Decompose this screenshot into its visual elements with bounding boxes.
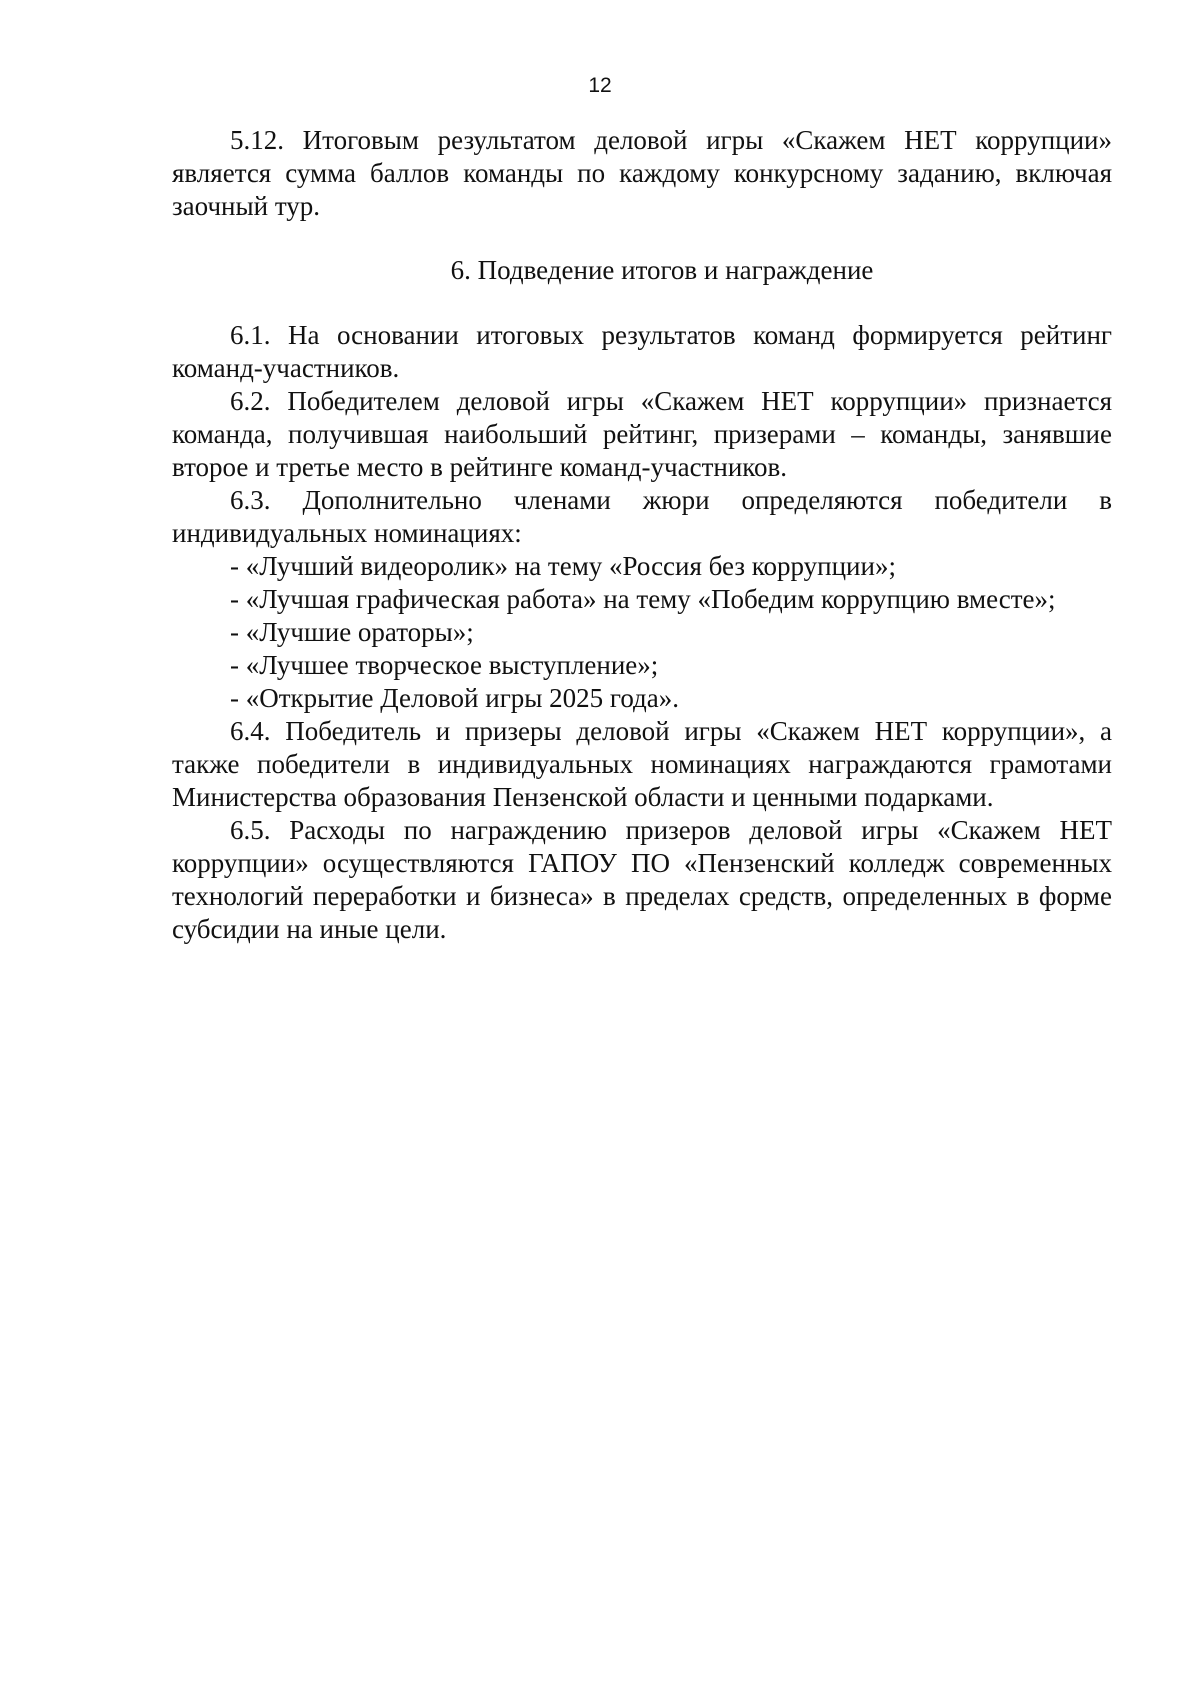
nomination-item: - «Лучшая графическая работа» на тему «Победим коррупцию вместе»; <box>230 584 1056 614</box>
paragraph-6-1: 6.1. На основании итоговых результатов команд формируется рейтинг команд-участников. <box>172 320 1112 383</box>
section-heading: 6. Подведение итогов и награждение <box>450 255 874 285</box>
paragraph-6-5: 6.5. Расходы по награждению призеров деловой игры «Скажем НЕТ коррупции» осуществляются ГАПОУ ПО «Пензенский колледж современных технологий переработки и бизнеса» в пределах средств, определенных в форме субсидии на иные цели. <box>172 815 1112 944</box>
paragraph-6-2: 6.2. Победителем деловой игры «Скажем НЕТ коррупции» признается команда, получившая наибольший рейтинг, призерами – команды, занявшие второе и третье место в рейтинге команд-участников. <box>172 386 1112 482</box>
page-number: 12 <box>588 74 612 97</box>
document-body <box>172 124 1112 946</box>
nomination-item: - «Лучшие ораторы»; <box>230 617 474 647</box>
nomination-item: - «Лучшее творческое выступление»; <box>230 650 659 680</box>
nomination-item: - «Лучший видеоролик» на тему «Россия без коррупции»; <box>230 551 896 581</box>
paragraph-5-12: 5.12. Итоговым результатом деловой игры «Скажем НЕТ коррупции» является сумма баллов команды по каждому конкурсному заданию, включая заочный тур. <box>172 125 1112 221</box>
nomination-item: - «Открытие Деловой игры 2025 года». <box>230 683 680 713</box>
paragraph-6-4: 6.4. Победитель и призеры деловой игры «Скажем НЕТ коррупции», а также победители в индивидуальных номинациях награждаются грамотами Министерства образования Пензенской области и ценными подарками. <box>172 716 1112 812</box>
paragraph-6-3: 6.3. Дополнительно членами жюри определяются победители в индивидуальных номинациях: <box>172 485 1112 548</box>
